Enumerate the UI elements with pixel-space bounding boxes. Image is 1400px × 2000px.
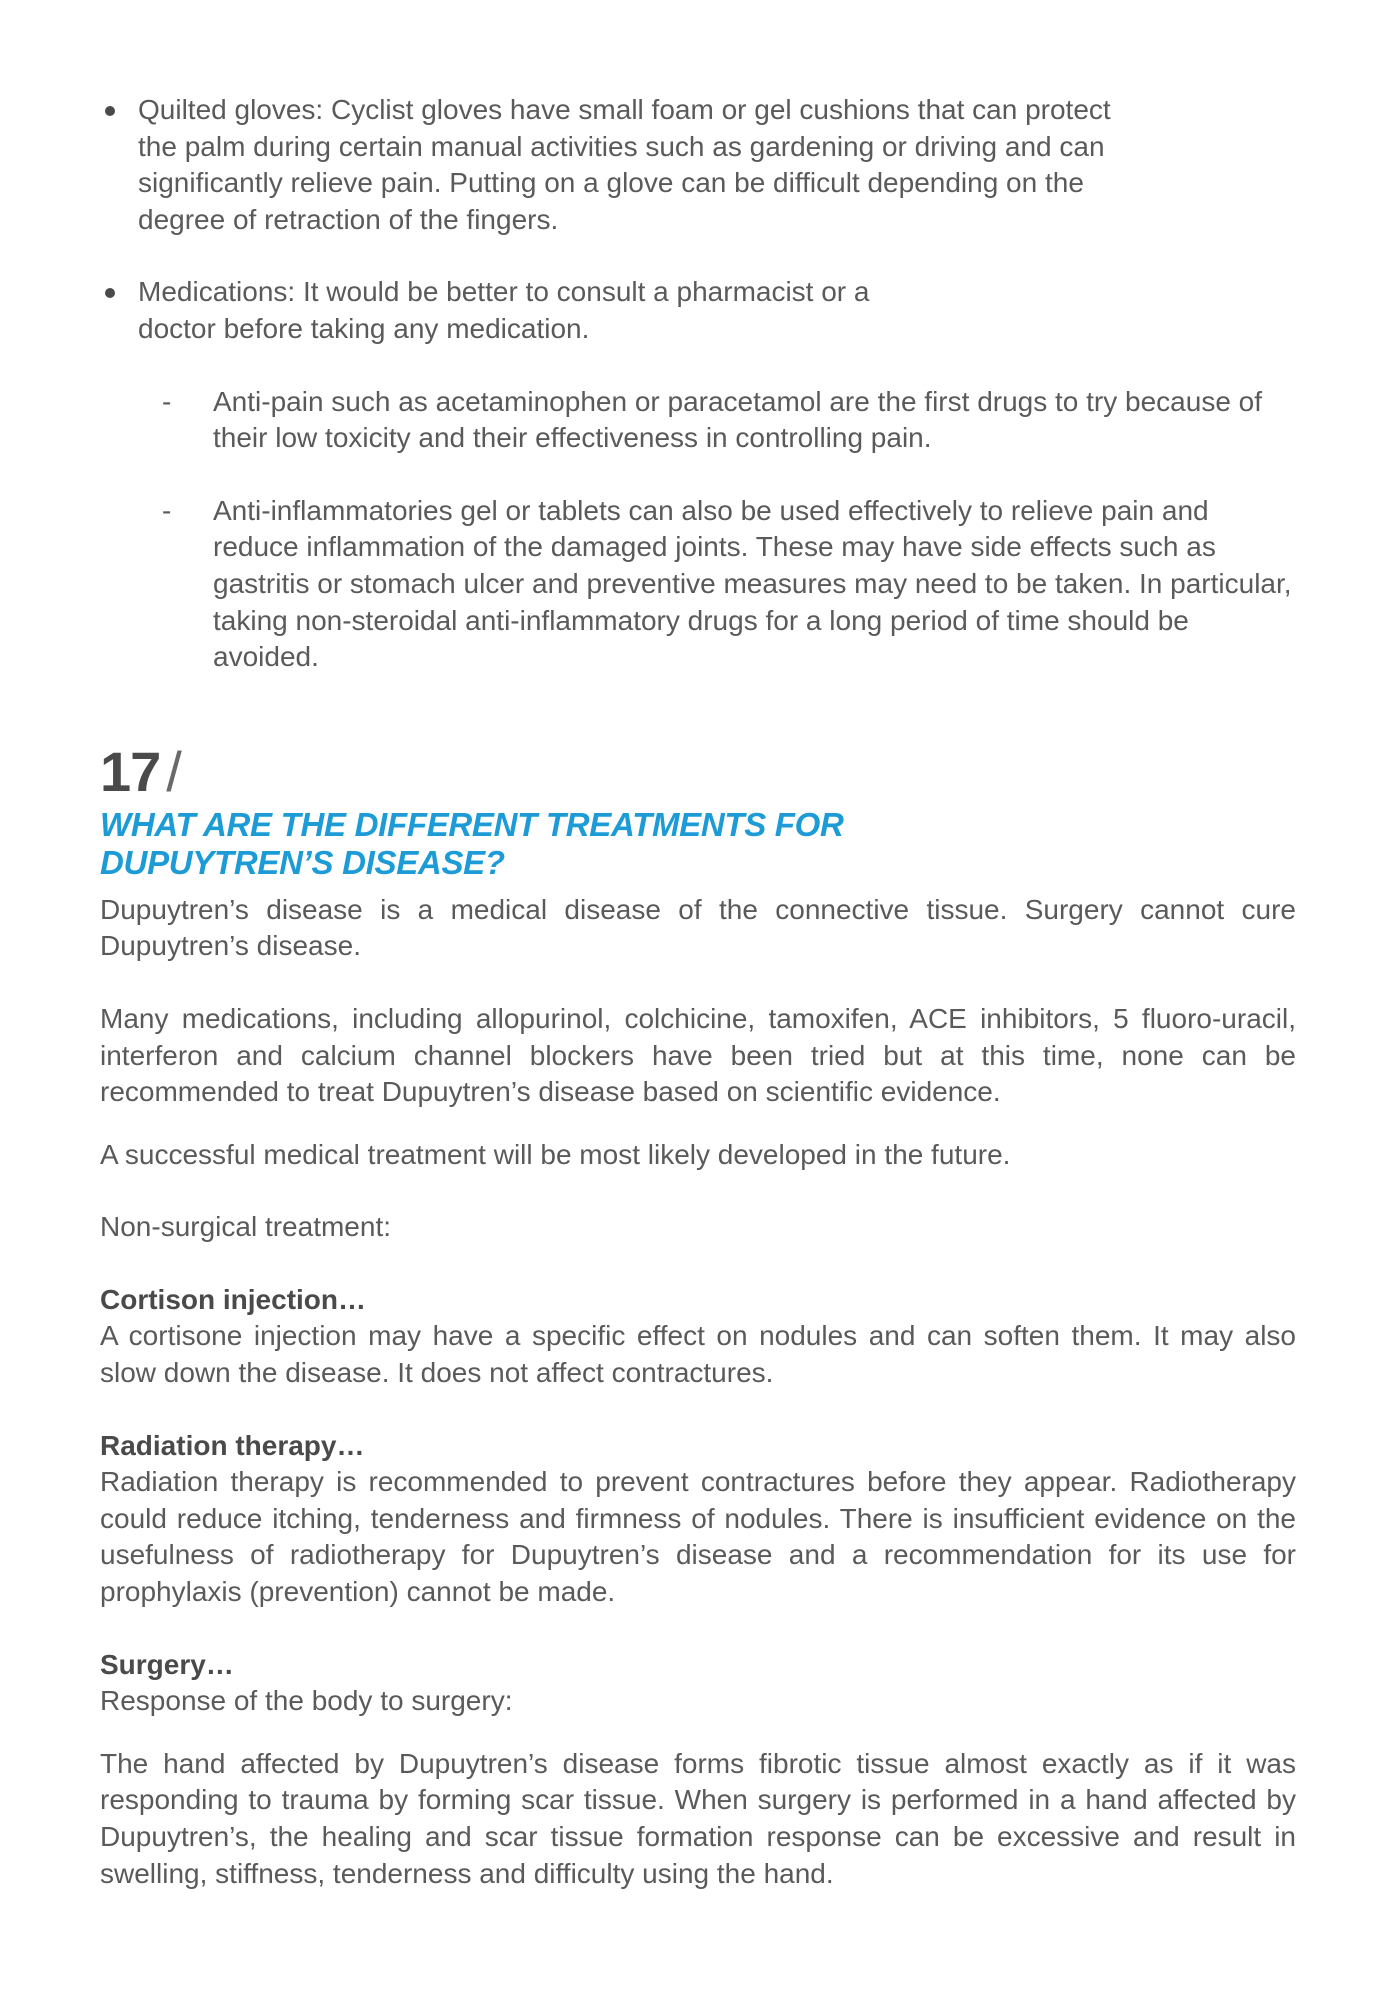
bullet-text: Medications: It would be better to consult a pharmacist or a doctor before taking any medication. <box>138 276 870 344</box>
sub-list-text: Anti-pain such as acetaminophen or paracetamol are the first drugs to try because of their low toxicity and their effectiveness in controlling pain. <box>213 385 1263 454</box>
list-item-quilted-gloves <box>100 92 1296 238</box>
bullet-icon <box>105 288 115 298</box>
paragraph-future: A successful medical treatment will be most likely developed in the future. <box>100 1138 1011 1170</box>
bullet-text: Quilted gloves: Cyclist gloves have small foam or gel cushions that can protect the palm during certain manual activities such as gardening or driving and can significantly relieve pain. Putting on a glove can be difficult depending on the degree of retraction of the fingers. <box>138 94 1111 235</box>
section-number <box>100 739 1296 803</box>
section-surgery <box>100 1647 1296 1893</box>
surgery-subheading: Response of the body to surgery: <box>100 1685 513 1717</box>
section-title: WHAT ARE THE DIFFERENT TREATMENTS FOR DUPUYTREN’S DISEASE? <box>100 805 844 881</box>
section-radiation <box>100 1428 1296 1611</box>
paragraph-non-surgical: Non-surgical treatment: <box>100 1211 392 1243</box>
surgery-heading: Surgery… <box>100 1648 234 1680</box>
cortison-text: A cortisone injection may have a specific effect on nodules and can soften them. It may also slow down the disease. It does not affect contractures. <box>100 1320 1296 1389</box>
paragraph-intro: Dupuytren’s disease is a medical disease of the connective tissue. Surgery cannot cure Dupuytren’s disease. <box>100 893 1296 962</box>
bullet-icon <box>105 106 115 116</box>
list-item-medications <box>100 274 1296 675</box>
surgery-text: The hand affected by Dupuytren’s disease forms fibrotic tissue almost exactly as if it was responding to trauma by forming scar tissue. When surgery is performed in a hand affected by Dupuytren’s, the healing and scar tissue formation response can be excessive and result in swelling, stiffness, tenderness and difficulty using the hand. <box>100 1747 1296 1889</box>
bullet-list <box>100 92 1296 676</box>
dash-icon: - <box>162 494 172 526</box>
section-number-value: 17 <box>100 739 161 803</box>
radiation-text: Radiation therapy is recommended to prevent contractures before they appear. Radiotherapy could reduce itching, tenderness and firmness of nodules. There is insufficient evidence on the usefulness of radiotherapy for Dupuytren’s disease and a recommendation for its use for prophylaxis (prevention) cannot be made. <box>100 1466 1296 1608</box>
section-number-slash: / <box>166 739 181 803</box>
document-page <box>100 92 1296 1892</box>
dash-icon: - <box>162 385 172 417</box>
section-cortison <box>100 1282 1296 1392</box>
sub-list <box>138 384 1296 676</box>
radiation-heading: Radiation therapy… <box>100 1429 365 1461</box>
paragraph-medications: Many medications, including allopurinol, colchicine, tamoxifen, ACE inhibitors, 5 fluoro-uracil, interferon and calcium channel blockers have been tried but at this time, none can be recommended to treat Dupuytren’s disease based on scientific evidence. <box>100 1002 1296 1108</box>
sub-list-item-anti-inflammatories <box>138 493 1296 676</box>
sub-list-text: Anti-inflammatories gel or tablets can also be used effectively to relieve pain and reduce inflammation of the damaged joints. These may have side effects such as gastritis or stomach ulcer and preventive measures may need to be taken. In particular, taking non-steroidal anti-inflammatory drugs for a long period of time should be avoided. <box>213 494 1292 673</box>
cortison-heading: Cortison injection… <box>100 1283 366 1315</box>
sub-list-item-anti-pain <box>138 384 1296 457</box>
